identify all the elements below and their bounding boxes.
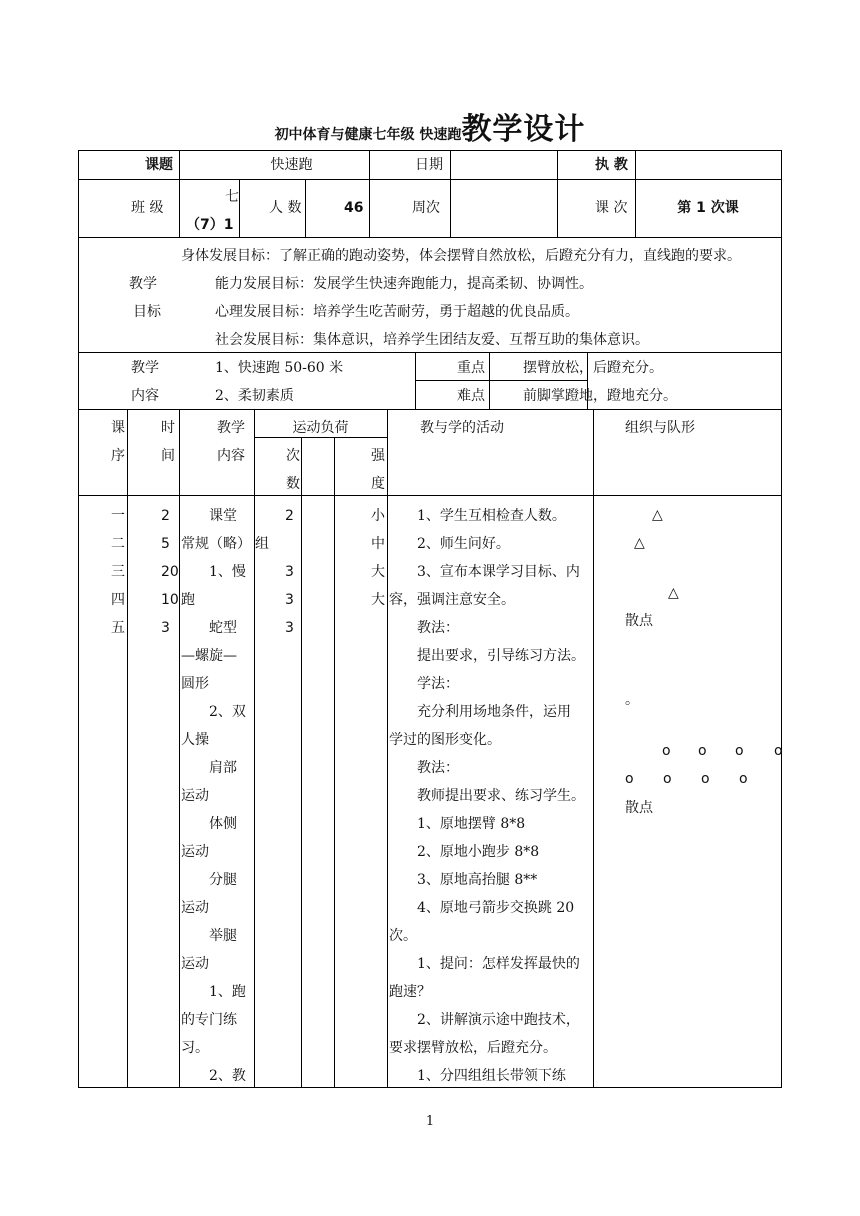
content-item-2: 2、柔韧素质: [215, 388, 294, 404]
times-cell: 2: [285, 508, 294, 524]
circle-icon: o: [774, 743, 783, 759]
seq-cell: 四: [111, 592, 125, 608]
content-line: 常规（略）: [181, 536, 251, 552]
circle-icon: o: [625, 771, 634, 787]
scatter-label-2: 散点: [625, 800, 653, 816]
content-line: 人操: [181, 732, 209, 748]
activity-line: 4、原地弓箭步交换跳 20: [389, 900, 575, 916]
header-intensity-2: 度: [371, 476, 385, 492]
header-organization: 组织与队形: [625, 420, 695, 436]
activity-line: 学法：: [389, 676, 459, 692]
content-label-2: 内容: [131, 388, 159, 404]
count-label: 人 数: [269, 200, 302, 216]
page-number: 1: [425, 1114, 435, 1129]
header-content-2: 内容: [217, 448, 245, 464]
seq-cell: 三: [111, 564, 125, 580]
content-line: 体侧: [181, 816, 237, 832]
activity-line: 1、原地摆臂 8*8: [389, 816, 526, 832]
header-seq-1: 课: [111, 420, 125, 436]
class-value-1: 七: [225, 189, 239, 205]
times-cell: 3: [285, 564, 294, 580]
times-column: [255, 502, 303, 642]
content-line: 2、教: [181, 1068, 246, 1084]
header-content-1: 教学: [217, 420, 245, 436]
header-load: 运动负荷: [292, 420, 349, 436]
activity-line: 提出要求，引导练习方法。: [389, 648, 585, 664]
triangle-icon: △: [652, 507, 663, 523]
teacher-label: 执 教: [595, 157, 628, 173]
times-cell: 3: [285, 592, 294, 608]
objective-line: 身体发展目标：了解正确的跑动姿势，体会摆臂自然放松，后蹬充分有力，直线跑的要求。: [181, 248, 741, 264]
topic-label: 课题: [145, 157, 173, 173]
activity-line: 次。: [389, 928, 417, 944]
seq-cell: 五: [111, 620, 125, 636]
content-line: 肩部: [181, 760, 237, 776]
difficulty-label: 难点: [457, 388, 485, 404]
content-line: 圆形: [181, 676, 209, 692]
activity-line: 2、讲解演示途中跑技术，: [389, 1012, 580, 1028]
content-line: 2、双: [181, 704, 246, 720]
circle-icon: o: [663, 771, 672, 787]
activity-line: 3、宣布本课学习目标、内: [389, 564, 580, 580]
content-line: —螺旋—: [181, 648, 237, 664]
key-point-value: 摆臂放松，后蹬充分。: [523, 360, 663, 376]
header-time-2: 间: [161, 448, 175, 464]
seq-column: [111, 502, 129, 642]
seq-cell: 二: [111, 536, 125, 552]
content-line: 运动: [181, 788, 209, 804]
header-intensity-1: 强: [371, 448, 385, 464]
content-item-1: 1、快速跑 50-60 米: [215, 360, 344, 376]
circle-icon: o: [662, 743, 671, 759]
activity-line: 要求摆臂放松，后蹬充分。: [389, 1040, 557, 1056]
seq-cell: 一: [111, 508, 125, 524]
content-line: 蛇型: [181, 620, 237, 636]
circle-icon: o: [701, 771, 710, 787]
week-label: 周次: [412, 200, 440, 216]
activity-line: 1、分四组组长带领下练: [389, 1068, 566, 1084]
time-cell: 5: [161, 536, 170, 552]
title-main: 教学设计: [461, 112, 586, 147]
activity-line: 教法：: [389, 620, 459, 636]
date-label: 日期: [415, 157, 443, 173]
times-cell: 组: [255, 536, 269, 552]
activity-line: 3、原地高抬腿 8**: [389, 872, 538, 888]
intensity-cell: 小: [371, 508, 385, 524]
objectives-label-2: 目标: [133, 304, 161, 320]
lesson-value: 第 1 次课: [677, 200, 739, 216]
time-cell: 10: [161, 592, 179, 608]
objectives-label-1: 教学: [129, 276, 157, 292]
lesson-label: 课 次: [595, 200, 628, 216]
intensity-cell: 大: [371, 592, 385, 608]
count-value: 46: [344, 200, 364, 216]
times-cell: 3: [285, 620, 294, 636]
time-cell: 20: [161, 564, 179, 580]
content-line: 举腿: [181, 928, 237, 944]
header-activities: 教与学的活动: [420, 420, 504, 436]
difficulty-value: 前脚掌蹬地，蹬地充分。: [523, 388, 677, 404]
lesson-plan-table: [78, 150, 782, 1088]
activity-line: 跑速？: [389, 984, 431, 1000]
activity-line: 1、提问：怎样发挥最快的: [389, 956, 580, 972]
activity-line: 容，强调注意安全。: [389, 592, 515, 608]
objective-line: 社会发展目标：集体意识，培养学生团结友爱、互帮互助的集体意识。: [215, 332, 649, 348]
header-times-2: 数: [286, 476, 300, 492]
content-line: 课堂: [181, 508, 237, 524]
dot-icon: 。: [625, 692, 639, 708]
activity-line: 2、师生问好。: [389, 536, 510, 552]
activity-line: 1、学生互相检查人数。: [389, 508, 566, 524]
content-column: [181, 502, 255, 1090]
objective-line: 能力发展目标：发展学生快速奔跑能力，提高柔韧、协调性。: [215, 276, 593, 292]
class-label: 班 级: [131, 200, 164, 216]
activities-column: [389, 502, 595, 1090]
time-cell: 2: [161, 508, 170, 524]
intensity-column: [371, 502, 389, 614]
activity-line: 充分利用场地条件，运用: [389, 704, 571, 720]
title-prefix: 初中体育与健康七年级 快速跑: [274, 127, 462, 143]
header-time-1: 时: [161, 420, 175, 436]
key-point-label: 重点: [457, 360, 485, 376]
triangle-icon: △: [668, 585, 679, 601]
content-line: 1、跑: [181, 984, 246, 1000]
objective-line: 心理发展目标：培养学生吃苦耐劳，勇于超越的优良品质。: [215, 304, 579, 320]
content-label-1: 教学: [131, 360, 159, 376]
content-line: 习。: [181, 1040, 209, 1056]
content-line: 的专门练: [181, 1012, 237, 1028]
circle-icon: o: [735, 743, 744, 759]
header-times-1: 次: [286, 448, 300, 464]
time-cell: 3: [161, 620, 170, 636]
content-line: 运动: [181, 900, 209, 916]
header-seq-2: 序: [111, 448, 125, 464]
content-line: 分腿: [181, 872, 237, 888]
class-value-2: （7）1: [186, 217, 234, 233]
content-line: 跑: [181, 592, 195, 608]
intensity-cell: 大: [371, 564, 385, 580]
circle-icon: o: [698, 743, 707, 759]
activity-line: 教师提出要求、练习学生。: [389, 788, 585, 804]
intensity-cell: 中: [371, 536, 385, 552]
document-title: [0, 104, 860, 148]
scatter-label-1: 散点: [625, 613, 653, 629]
topic-value: 快速跑: [270, 157, 313, 173]
content-line: 1、慢: [181, 564, 246, 580]
content-line: 运动: [181, 956, 209, 972]
activity-line: 2、原地小跑步 8*8: [389, 844, 540, 860]
activity-line: 教法：: [389, 760, 459, 776]
content-line: 运动: [181, 844, 209, 860]
time-column: [161, 502, 181, 642]
triangle-icon: △: [634, 535, 645, 551]
activity-line: 学过的图形变化。: [389, 732, 501, 748]
circle-icon: o: [739, 771, 748, 787]
